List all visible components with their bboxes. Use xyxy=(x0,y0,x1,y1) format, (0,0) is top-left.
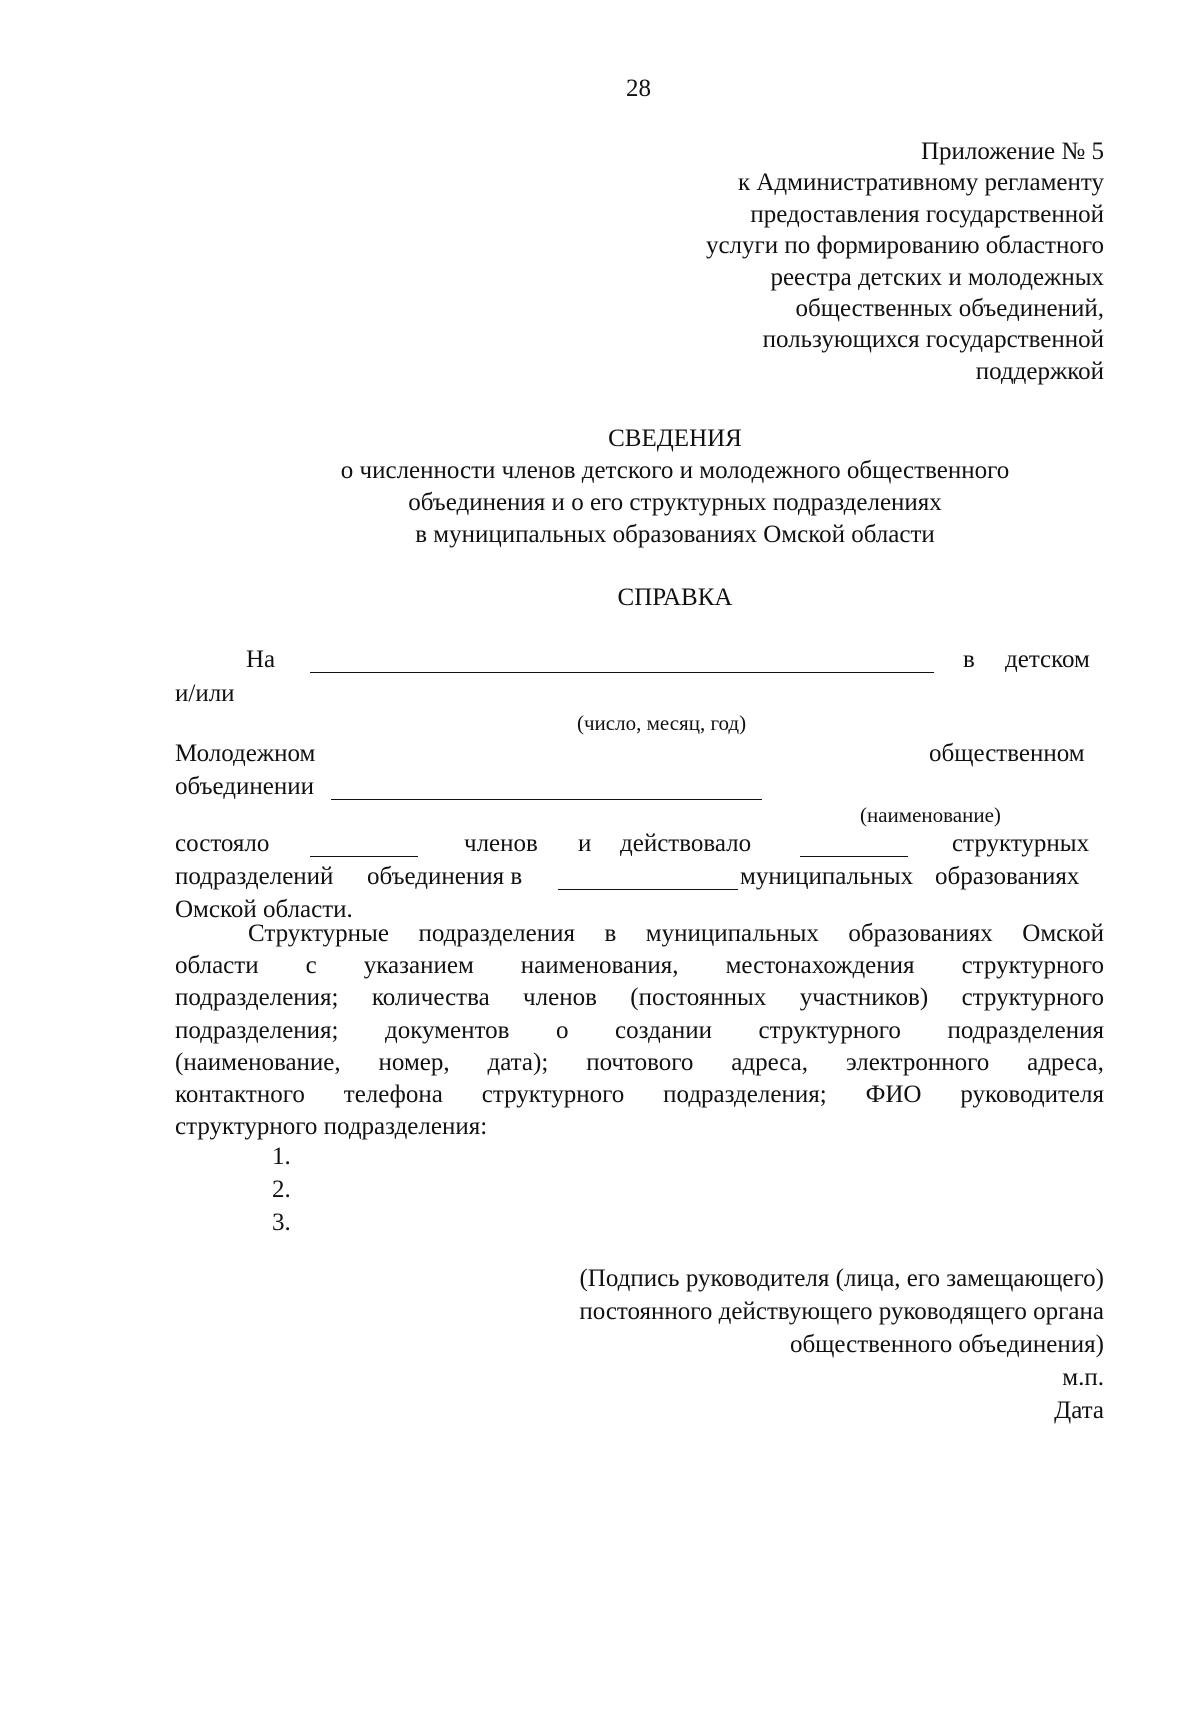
paragraph-word: структурного xyxy=(961,984,1104,1012)
paragraph-word: подразделения; xyxy=(663,1081,827,1109)
paragraph-word: структурного подразделения: xyxy=(175,1113,488,1141)
heading-subtitle-line: о численности членов детского и молодежного общественного xyxy=(340,457,1010,484)
paragraph-line xyxy=(175,1079,1104,1111)
paragraph-word: контактного xyxy=(175,1081,305,1109)
form-label-na: На xyxy=(246,646,276,673)
units-count-line[interactable] xyxy=(800,856,908,857)
paragraph-word: области xyxy=(175,952,259,980)
form-label-i: и xyxy=(578,830,592,857)
date-hint: (число, месяц, год) xyxy=(577,711,747,735)
form-label-strukturnykh: структурных xyxy=(952,830,1090,857)
paragraph-word: руководителя xyxy=(960,1081,1104,1109)
form-label-obedinenii: объединении xyxy=(175,773,315,800)
paragraph-word: (постоянных xyxy=(630,984,767,1012)
paragraph-word: ФИО xyxy=(865,1081,922,1109)
paragraph-word: структурного xyxy=(481,1081,625,1109)
paragraph-word: образованиях xyxy=(848,920,993,947)
form-label-i-ili: и/или xyxy=(175,680,235,707)
heading-subtitle-line: в муниципальных образованиях Омской области xyxy=(415,521,935,548)
appendix-line: Приложение № 5 xyxy=(920,138,1104,165)
paragraph-line xyxy=(175,1111,1104,1143)
paragraph-word: подразделения xyxy=(418,920,575,947)
paragraph-word: местонахождения xyxy=(725,952,915,980)
stamp-label: м.п. xyxy=(1062,1364,1104,1391)
paragraph-line xyxy=(175,918,1104,950)
paragraph-line xyxy=(175,950,1104,982)
date-field-line[interactable] xyxy=(310,672,934,673)
paragraph-word: номер, xyxy=(378,1048,450,1076)
paragraph-line xyxy=(175,982,1104,1014)
body-paragraph xyxy=(175,918,1104,1143)
appendix-line: к Административному регламенту xyxy=(737,169,1104,197)
heading-title: СВЕДЕНИЯ xyxy=(608,425,742,452)
paragraph-word: телефона xyxy=(343,1081,443,1109)
paragraph-word: Омской xyxy=(1022,920,1104,947)
paragraph-word: дата); xyxy=(487,1048,549,1076)
date-label: Дата xyxy=(1054,1397,1104,1424)
appendix-line: предоставления государственной xyxy=(750,200,1104,228)
signature-block xyxy=(579,1262,1104,1427)
form-label-omskoy: Омской области. xyxy=(175,896,353,923)
form-label-v: в xyxy=(963,646,975,673)
paragraph-line xyxy=(175,1015,1104,1047)
paragraph-word: документов xyxy=(385,1016,510,1044)
paragraph-word: с xyxy=(305,952,317,980)
members-count-line[interactable] xyxy=(310,856,418,857)
paragraph-word: структурного xyxy=(961,952,1104,980)
list-item: 2. xyxy=(272,1176,291,1203)
signature-line: общественного объединения) xyxy=(789,1331,1104,1358)
page-number: 28 xyxy=(626,75,651,102)
form-label-obrazovaniyakh: образованиях xyxy=(935,863,1080,890)
form-label-podrazdeleniy: подразделений xyxy=(175,863,334,890)
list-item: 1. xyxy=(272,1143,291,1170)
paragraph-word: Структурные xyxy=(248,920,389,947)
form-label-sostoyalo: состояло xyxy=(175,830,270,857)
form-label-obedineniya-v: объединения в xyxy=(367,863,523,890)
paragraph-word: наименования, xyxy=(520,952,679,980)
paragraph-word: подразделения; xyxy=(175,984,339,1012)
paragraph-word: создании xyxy=(614,1016,712,1044)
signature-line: постоянного действующего руководящего органа xyxy=(579,1298,1104,1325)
appendix-line: услуги по формированию областного xyxy=(705,232,1104,260)
paragraph-word: почтового xyxy=(586,1048,694,1076)
paragraph-line xyxy=(175,1047,1104,1079)
appendix-line: реестра детских и молодежных xyxy=(770,263,1104,291)
form-label-municipal: муниципальных xyxy=(740,863,914,890)
heading-subtitle-line: объединения и о его структурных подразделениях xyxy=(408,489,942,516)
form-label-deystvovalo: действовало xyxy=(620,830,752,857)
name-field-line[interactable] xyxy=(331,799,762,800)
paragraph-word: количества xyxy=(371,984,490,1012)
numbered-list xyxy=(272,1140,291,1239)
paragraph-word: адреса, xyxy=(731,1048,809,1076)
signature-line: (Подпись руководителя (лица, его замещающего) xyxy=(579,1265,1104,1292)
form-label-chlenov: членов xyxy=(464,830,538,857)
paragraph-word: муниципальных xyxy=(645,920,819,947)
appendix-line: общественных объединений, xyxy=(795,295,1104,323)
paragraph-word: адреса, xyxy=(1027,1048,1104,1076)
form-label-detskom: детском xyxy=(1005,646,1090,673)
paragraph-word: (наименование, xyxy=(175,1048,341,1076)
appendix-line: пользующихся государственной xyxy=(762,326,1104,354)
form-title: СПРАВКА xyxy=(617,584,733,611)
paragraph-word: электронного xyxy=(845,1048,990,1076)
appendix-block xyxy=(706,136,1104,387)
municipalities-count-line[interactable] xyxy=(558,889,738,890)
paragraph-word: о xyxy=(555,1016,569,1044)
paragraph-word: в xyxy=(604,920,617,947)
list-item: 3. xyxy=(272,1209,291,1236)
appendix-line: поддержкой xyxy=(975,357,1104,385)
paragraph-word: участников) xyxy=(799,984,929,1012)
name-hint: (наименование) xyxy=(860,803,1001,827)
paragraph-word: членов xyxy=(523,984,597,1012)
form-label-obshchestvennom: общественном xyxy=(929,740,1085,767)
paragraph-word: указанием xyxy=(363,952,474,980)
paragraph-word: подразделения xyxy=(947,1016,1104,1044)
form-label-molodezhnom: Молодежном xyxy=(175,740,316,767)
paragraph-word: подразделения; xyxy=(175,1016,339,1044)
paragraph-word: структурного xyxy=(758,1016,901,1044)
